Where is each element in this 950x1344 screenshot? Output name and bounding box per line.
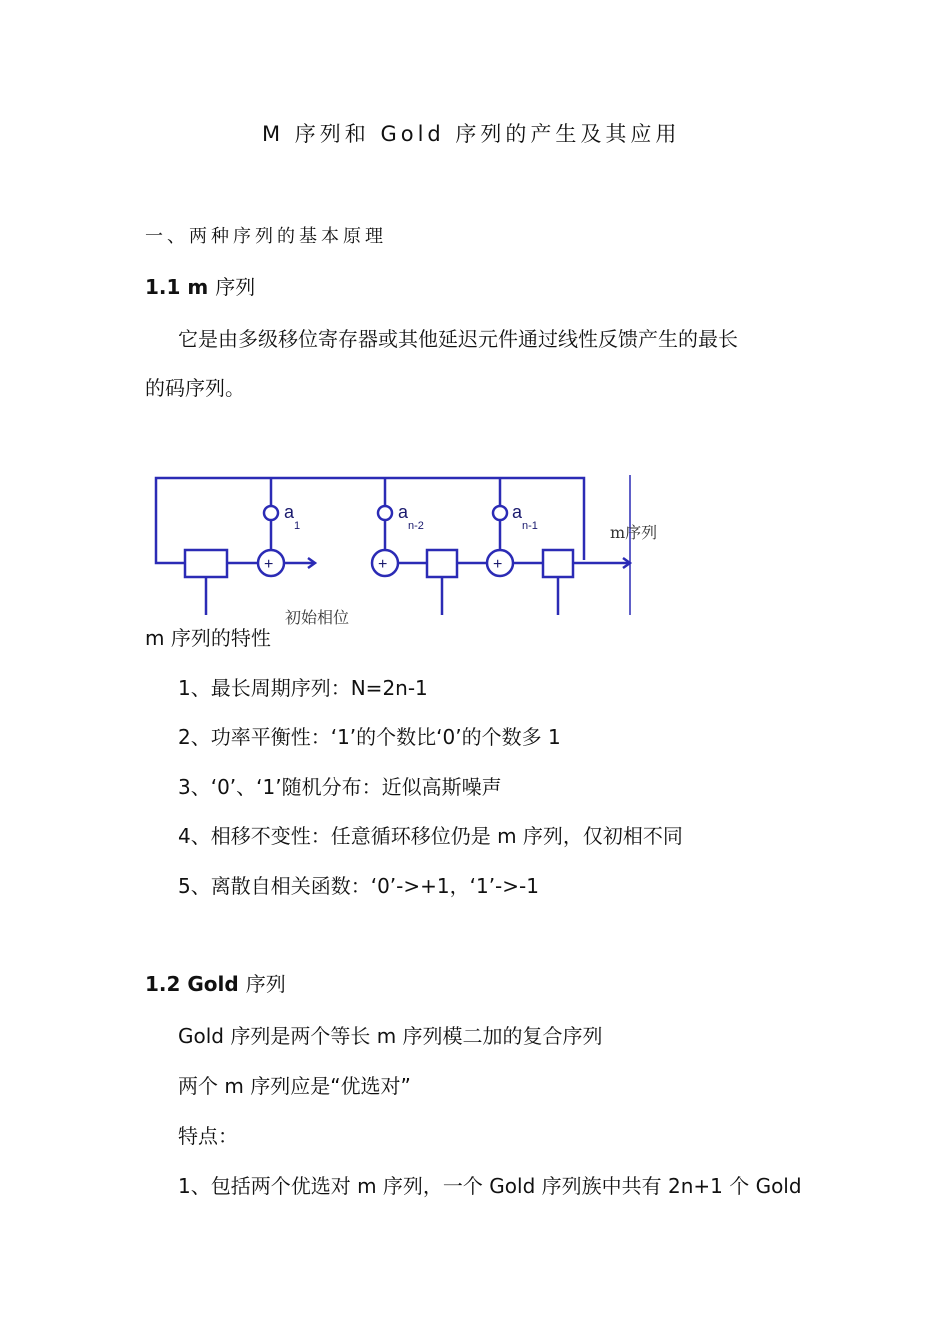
- subsection-heading-gold-sequence: [145, 968, 286, 997]
- lfsr-diagram: [140, 470, 660, 630]
- subsection-title: 序列: [245, 972, 286, 996]
- shift-register-2: [427, 550, 457, 577]
- subsection-title: 序列: [215, 275, 256, 299]
- gold-line-3: 特点：: [178, 1124, 238, 1148]
- adder-plus-1: +: [264, 556, 274, 573]
- property-item-5: 5、离散自相关函数：‘0’->+1，‘1’->-1: [178, 874, 539, 898]
- label-an1: a: [512, 502, 523, 522]
- paragraph-line-2: 的码序列。: [145, 376, 245, 400]
- property-item-2: 2、功率平衡性：‘1’的个数比‘0’的个数多 1: [178, 725, 561, 749]
- initial-phase-label: 初始相位: [285, 608, 350, 627]
- label-an1-subscript: n-1: [522, 520, 538, 532]
- gold-line-2: 两个 m 序列应是“优选对”: [178, 1074, 411, 1098]
- tap-coefficient-an1: [493, 506, 507, 520]
- label-a1: a: [284, 502, 295, 522]
- subsection-heading-m-sequence: [145, 271, 255, 300]
- gold-line-1: Gold 序列是两个等长 m 序列模二加的复合序列: [178, 1024, 603, 1048]
- label-a1-subscript: 1: [294, 520, 301, 532]
- shift-register-3: [543, 550, 573, 577]
- section-heading: 一、两种序列的基本原理: [145, 226, 387, 247]
- property-item-1: 1、最长周期序列：N=2n-1: [178, 676, 428, 700]
- property-item-3: 3、‘0’、‘1’随机分布：近似高斯噪声: [178, 775, 502, 799]
- subsection-number: 1.2 Gold: [145, 972, 239, 996]
- paragraph-line-1: 它是由多级移位寄存器或其他延迟元件通过线性反馈产生的最长: [178, 327, 738, 351]
- properties-heading: m 序列的特性: [145, 626, 271, 650]
- tap-coefficient-an2: [378, 506, 392, 520]
- subsection-number: 1.1 m: [145, 275, 209, 299]
- property-item-4: 4、相移不变性：任意循环移位仍是 m 序列，仅初相不同: [178, 824, 683, 848]
- document-title: M 序列和 Gold 序列的产生及其应用: [262, 122, 681, 146]
- tap-coefficient-a1: [264, 506, 278, 520]
- output-label: m序列: [610, 523, 658, 542]
- gold-line-4: 1、包括两个优选对 m 序列，一个 Gold 序列族中共有 2n+1 个 Gold: [178, 1174, 802, 1198]
- adder-plus-2: +: [378, 556, 388, 573]
- adder-plus-3: +: [493, 556, 503, 573]
- shift-register-1: [185, 550, 227, 577]
- label-an2-subscript: n-2: [408, 520, 424, 532]
- diagram-lines: [156, 475, 630, 615]
- label-an2: a: [398, 502, 409, 522]
